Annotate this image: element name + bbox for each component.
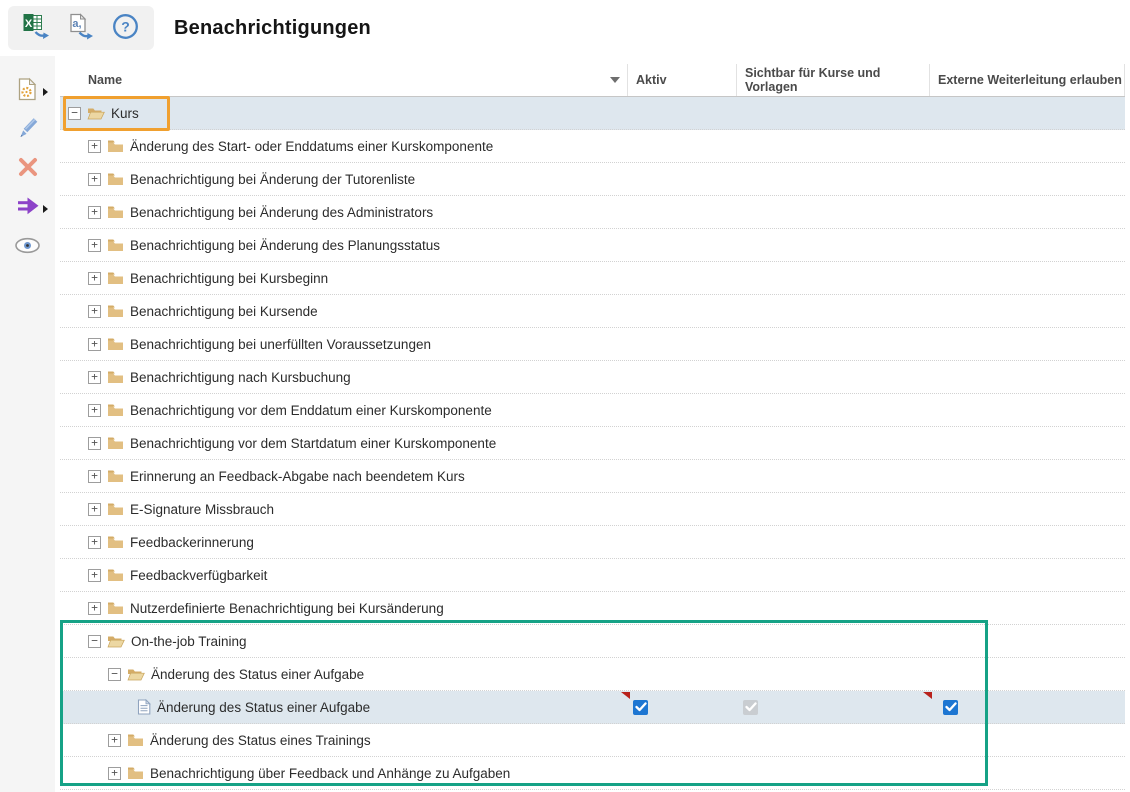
folder-closed-icon — [107, 304, 124, 318]
expand-expander-icon[interactable]: + — [108, 734, 121, 747]
aktiv-cell — [628, 691, 737, 723]
table-row[interactable] — [60, 592, 1125, 625]
aktiv-checkbox[interactable] — [633, 700, 648, 715]
folder-closed-icon — [107, 172, 124, 186]
document-icon — [137, 699, 151, 715]
tree-name-cell — [60, 526, 628, 558]
tree-node-label: Benachrichtigung bei Änderung des Planungsstatus — [130, 237, 440, 253]
red-x-icon — [16, 156, 40, 183]
table-row[interactable] — [60, 691, 1125, 724]
extern-checkbox[interactable] — [943, 700, 958, 715]
tree-node-label: Änderung des Start- oder Enddatums einer Kurskomponente — [130, 138, 494, 154]
flyout-arrow-icon[interactable] — [43, 205, 48, 213]
expand-expander-icon[interactable]: + — [88, 437, 101, 450]
table-row[interactable] — [60, 163, 1125, 196]
action-sidebar — [0, 56, 55, 792]
eye-icon — [14, 237, 41, 259]
indent-spacer — [60, 707, 137, 708]
tree-node-label: Benachrichtigung bei Kursbeginn — [130, 270, 329, 286]
tree-name-cell — [60, 460, 628, 492]
folder-closed-icon — [107, 205, 124, 219]
tree-name-cell — [60, 625, 628, 657]
indent-spacer — [60, 641, 88, 642]
tree-node-label: Benachrichtigung bei Änderung der Tutorenliste — [130, 171, 416, 187]
expand-expander-icon[interactable]: + — [88, 602, 101, 615]
tree-node-label: Benachrichtigung vor dem Startdatum einer Kurskomponente — [130, 435, 497, 451]
tree-node-label: On-the-job Training — [131, 633, 247, 649]
expand-expander-icon[interactable]: + — [108, 767, 121, 780]
collapse-expander-icon[interactable]: − — [68, 107, 81, 120]
tree-node-label: Änderung des Status einer Aufgabe — [151, 666, 365, 682]
indent-spacer — [60, 311, 88, 312]
tree-node-label: E-Signature Missbrauch — [130, 501, 275, 517]
indent-spacer — [60, 509, 88, 510]
folder-closed-icon — [107, 337, 124, 351]
table-row[interactable] — [60, 295, 1125, 328]
tree-node-label: Benachrichtigung bei Kursende — [130, 303, 318, 319]
expand-expander-icon[interactable]: + — [88, 569, 101, 582]
folder-open-icon — [127, 667, 145, 681]
indent-spacer — [60, 608, 88, 609]
indent-spacer — [60, 773, 108, 774]
tree-name-cell — [60, 163, 628, 195]
indent-spacer — [60, 740, 108, 741]
tree-name-cell — [60, 427, 628, 459]
notifications-tree-table — [60, 64, 1125, 790]
tree-name-cell — [60, 559, 628, 591]
column-label: Externe Weiterleitung erlauben — [938, 73, 1122, 87]
sichtbar-checkbox — [743, 700, 758, 715]
tree-name-cell — [60, 328, 628, 360]
folder-closed-icon — [127, 766, 144, 780]
expand-expander-icon[interactable]: + — [88, 371, 101, 384]
indent-spacer — [60, 212, 88, 213]
flyout-arrow-icon[interactable] — [43, 88, 48, 96]
tree-node-label: Feedbackerinnerung — [130, 534, 254, 550]
indent-spacer — [60, 443, 88, 444]
delete-button[interactable] — [0, 150, 55, 189]
column-label: Aktiv — [636, 73, 667, 87]
folder-open-icon — [87, 106, 105, 120]
expand-expander-icon[interactable]: + — [88, 206, 101, 219]
tree-name-cell — [60, 295, 628, 327]
table-row[interactable] — [60, 427, 1125, 460]
table-header-row — [60, 64, 1125, 97]
folder-closed-icon — [107, 469, 124, 483]
table-row[interactable] — [60, 559, 1125, 592]
table-row[interactable] — [60, 196, 1125, 229]
table-row[interactable] — [60, 625, 1125, 658]
tree-name-cell — [60, 229, 628, 261]
expand-expander-icon[interactable]: + — [88, 404, 101, 417]
tree-name-cell — [60, 592, 628, 624]
folder-closed-icon — [107, 271, 124, 285]
export-excel-button[interactable] — [20, 11, 54, 45]
tree-name-cell — [60, 97, 628, 129]
tree-name-cell — [60, 691, 628, 723]
extern-cell — [930, 691, 1125, 723]
tree-node-label: Benachrichtigung bei Änderung des Administrators — [130, 204, 434, 220]
sichtbar-cell — [737, 691, 930, 723]
tree-node-label: Änderung des Status einer Aufgabe — [157, 699, 371, 715]
table-row[interactable] — [60, 229, 1125, 262]
collapse-expander-icon[interactable]: − — [88, 635, 101, 648]
tree-name-cell — [60, 658, 628, 690]
table-row[interactable] — [60, 460, 1125, 493]
indent-spacer — [60, 410, 88, 411]
help-icon — [112, 13, 139, 43]
expand-expander-icon[interactable]: + — [88, 305, 101, 318]
indent-spacer — [60, 344, 88, 345]
svg-text:a,: a, — [72, 17, 82, 30]
tree-name-cell — [60, 757, 628, 789]
tree-name-cell — [60, 196, 628, 228]
table-row[interactable] — [60, 394, 1125, 427]
assign-button[interactable] — [0, 189, 55, 228]
table-row[interactable] — [60, 97, 1125, 130]
folder-closed-icon — [107, 601, 124, 615]
pencil-icon — [16, 116, 40, 145]
table-row[interactable] — [60, 724, 1125, 757]
folder-closed-icon — [107, 568, 124, 582]
expand-expander-icon[interactable]: + — [88, 140, 101, 153]
tree-node-label: Feedbackverfügbarkeit — [130, 567, 268, 583]
column-header-aktiv[interactable] — [628, 64, 737, 96]
tree-node-label: Benachrichtigung nach Kursbuchung — [130, 369, 351, 385]
tree-name-cell — [60, 493, 628, 525]
indent-spacer — [60, 476, 88, 477]
help-button[interactable] — [108, 11, 142, 45]
folder-closed-icon — [127, 733, 144, 747]
page-title: Benachrichtigungen — [174, 16, 371, 39]
expand-expander-icon[interactable]: + — [88, 503, 101, 516]
export-text-button[interactable] — [64, 11, 98, 45]
folder-closed-icon — [107, 502, 124, 516]
collapse-expander-icon[interactable]: − — [108, 668, 121, 681]
tree-node-label: Benachrichtigung bei unerfüllten Voraussetzungen — [130, 336, 431, 352]
tree-node-label: Benachrichtigung vor dem Enddatum einer Kurskomponente — [130, 402, 492, 418]
table-row[interactable] — [60, 130, 1125, 163]
expand-expander-icon[interactable]: + — [88, 536, 101, 549]
export-toolbar — [8, 6, 154, 50]
tree-node-label: Erinnerung an Feedback-Abgabe nach beendetem Kurs — [130, 468, 465, 484]
table-row[interactable] — [60, 526, 1125, 559]
tree-node-label: Benachrichtigung über Feedback und Anhänge zu Aufgaben — [150, 765, 511, 781]
excel-export-icon — [22, 13, 52, 44]
folder-open-icon — [107, 634, 125, 648]
table-row[interactable] — [60, 328, 1125, 361]
tree-name-cell — [60, 394, 628, 426]
table-row[interactable] — [60, 493, 1125, 526]
folder-closed-icon — [107, 403, 124, 417]
folder-closed-icon — [107, 436, 124, 450]
table-row[interactable] — [60, 757, 1125, 790]
svg-text:?: ? — [120, 18, 130, 35]
table-row[interactable] — [60, 361, 1125, 394]
expand-expander-icon[interactable]: + — [88, 173, 101, 186]
expand-expander-icon[interactable]: + — [88, 338, 101, 351]
indent-spacer — [60, 575, 88, 576]
indent-spacer — [60, 377, 88, 378]
tree-name-cell — [60, 361, 628, 393]
expand-expander-icon[interactable]: + — [88, 239, 101, 252]
indent-spacer — [60, 674, 108, 675]
column-header-externe[interactable] — [930, 64, 1125, 96]
document-gear-icon — [16, 77, 39, 107]
expand-expander-icon[interactable]: + — [88, 272, 101, 285]
indent-spacer — [60, 245, 88, 246]
tree-name-cell — [60, 724, 628, 756]
tree-node-label: Kurs — [111, 105, 139, 121]
view-button[interactable] — [0, 228, 55, 267]
tree-name-cell — [60, 262, 628, 294]
column-label: Sichtbar für Kurse und Vorlagen — [745, 66, 881, 94]
expand-expander-icon[interactable]: + — [88, 470, 101, 483]
svg-text:X: X — [24, 17, 33, 30]
column-header-sichtbar[interactable] — [737, 64, 930, 96]
text-export-icon — [67, 13, 95, 44]
table-row[interactable] — [60, 262, 1125, 295]
folder-closed-icon — [107, 370, 124, 384]
column-header-name[interactable] — [60, 64, 628, 96]
table-body — [60, 97, 1125, 790]
table-row[interactable] — [60, 658, 1125, 691]
indent-spacer — [60, 179, 88, 180]
edit-button[interactable] — [0, 111, 55, 150]
folder-closed-icon — [107, 535, 124, 549]
double-arrow-icon — [15, 194, 41, 223]
indent-spacer — [60, 146, 88, 147]
top-bar — [0, 0, 1130, 56]
folder-closed-icon — [107, 139, 124, 153]
folder-closed-icon — [107, 238, 124, 252]
tree-name-cell — [60, 130, 628, 162]
column-label: Name — [88, 73, 123, 87]
new-notification-button[interactable] — [0, 72, 55, 111]
tree-node-label: Änderung des Status eines Trainings — [150, 732, 371, 748]
indent-spacer — [60, 113, 68, 114]
indent-spacer — [60, 542, 88, 543]
tree-node-label: Nutzerdefinierte Benachrichtigung bei Kursänderung — [130, 600, 444, 616]
column-menu-icon[interactable] — [610, 77, 620, 83]
indent-spacer — [60, 278, 88, 279]
